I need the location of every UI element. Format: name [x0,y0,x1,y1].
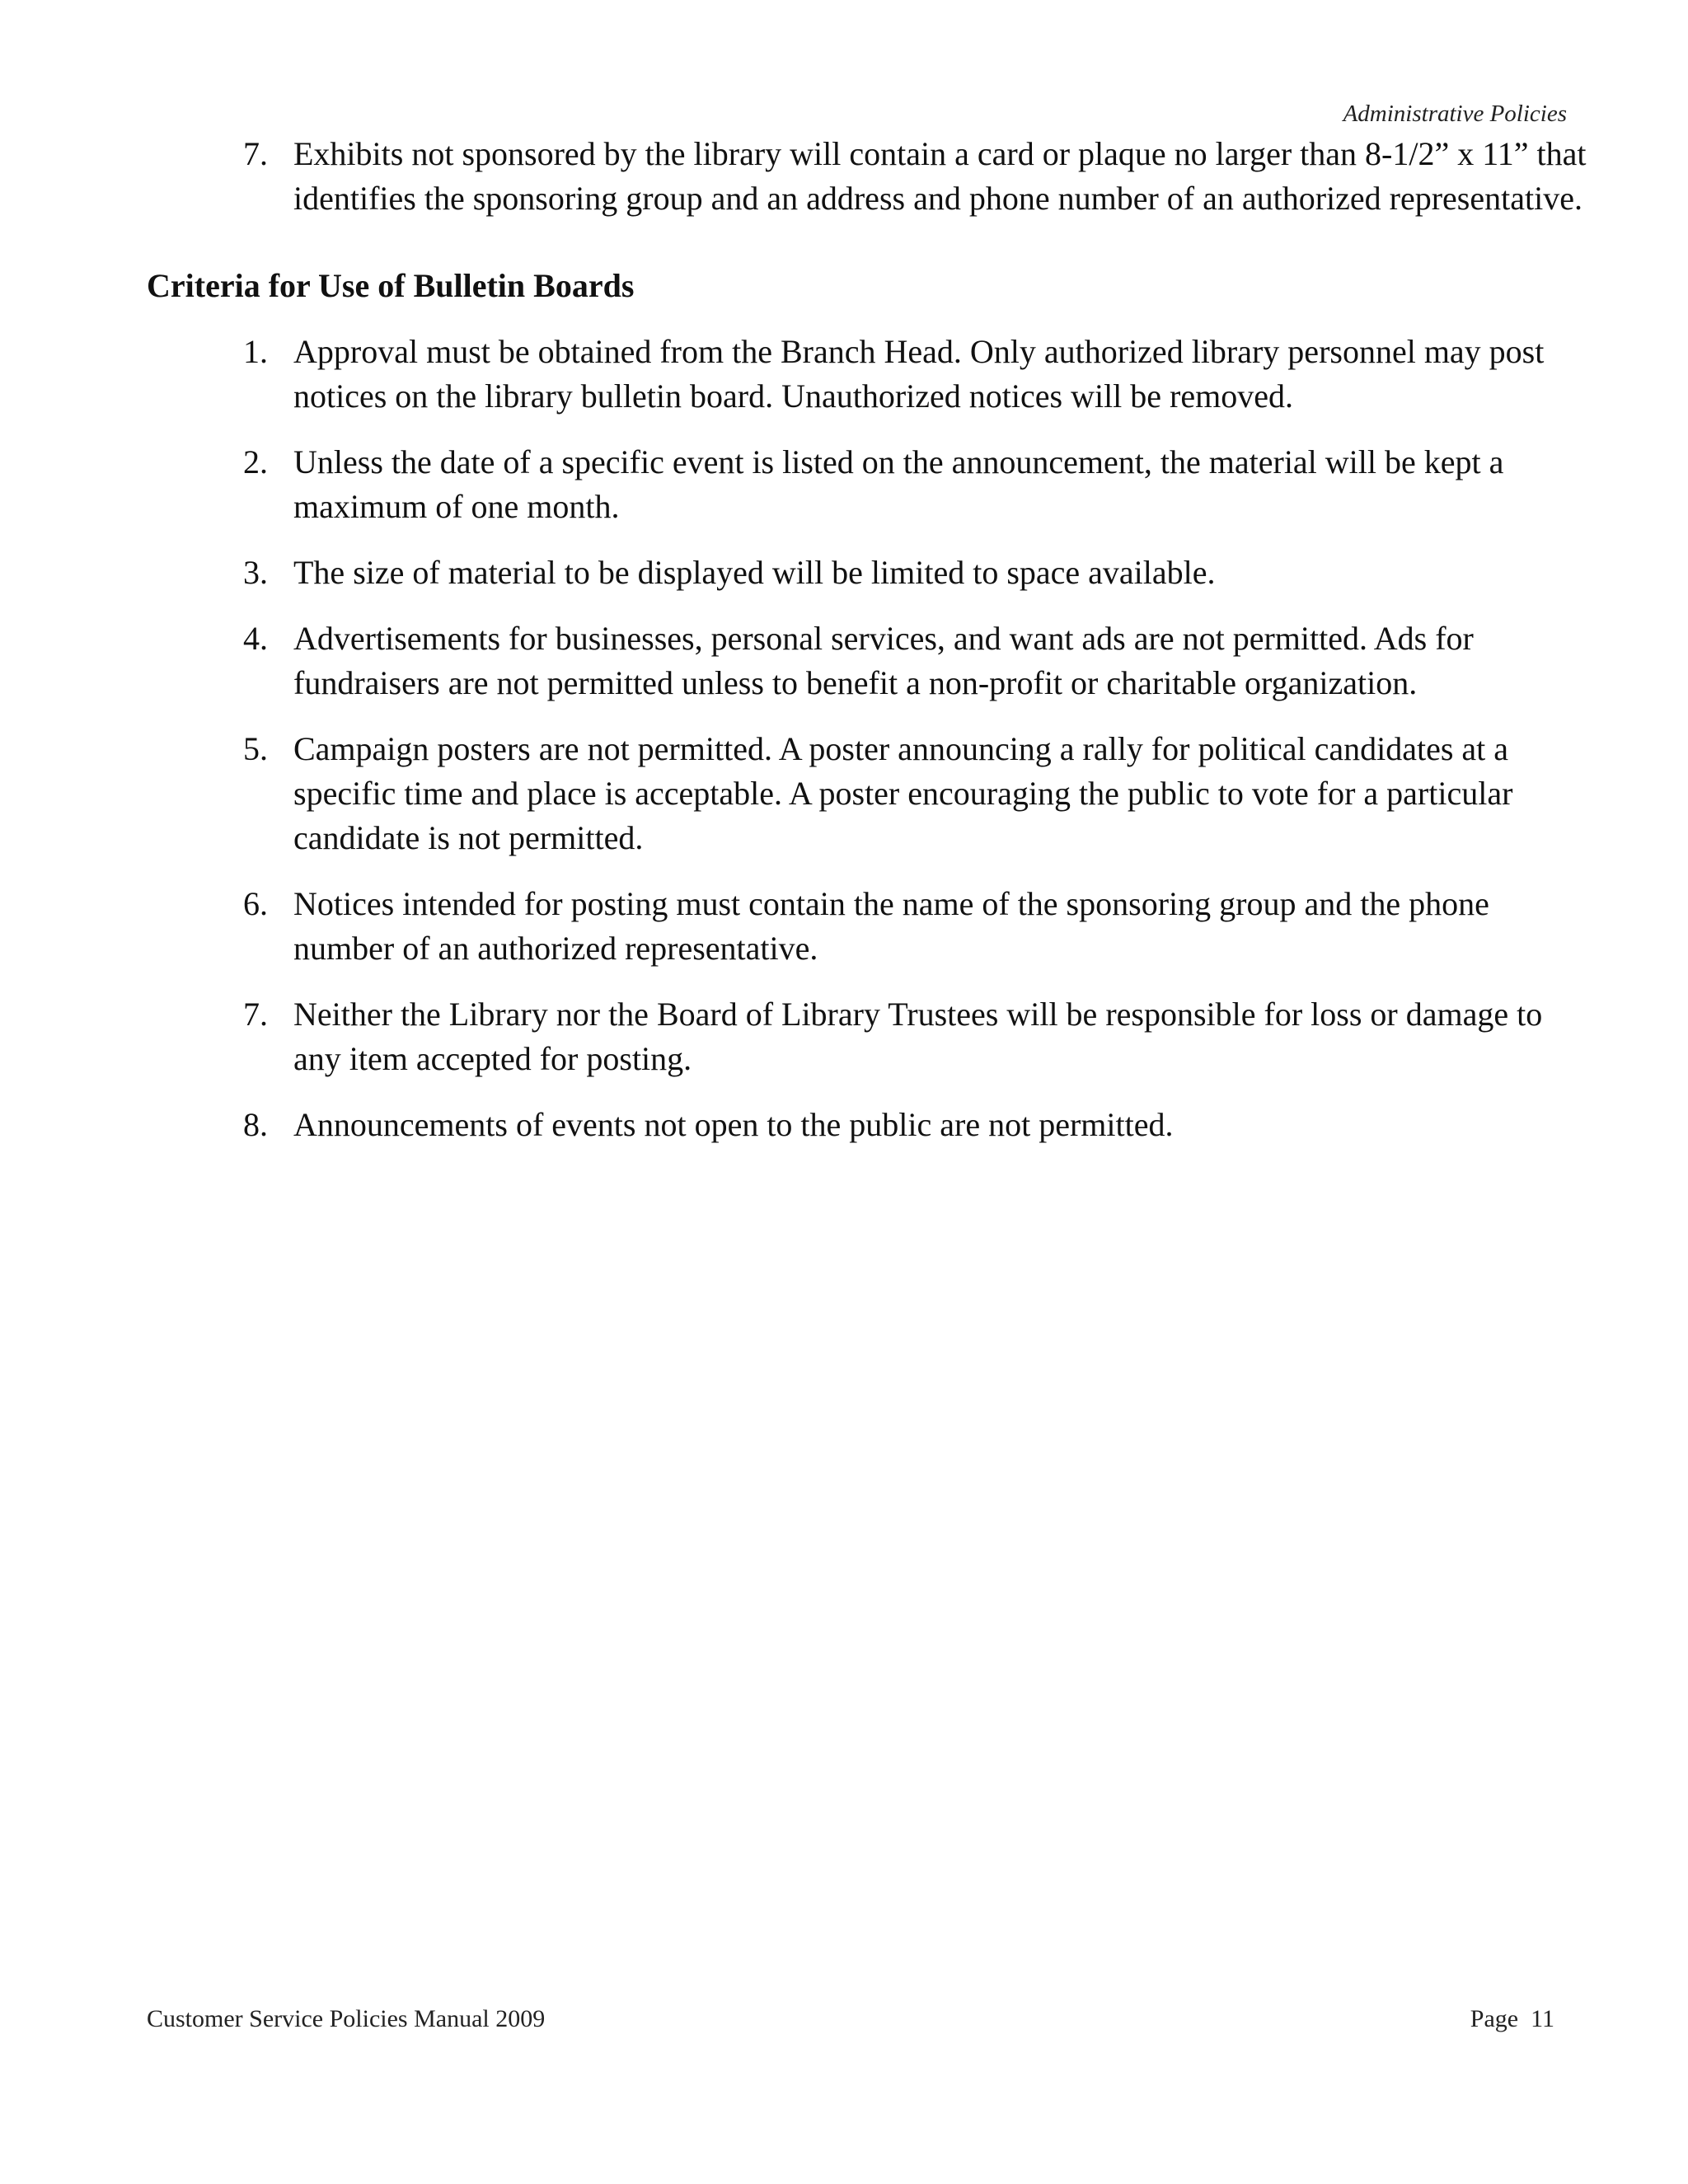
footer-manual-title: Customer Service Policies Manual 2009 [147,2005,546,2032]
list-item-number: 5. [243,730,268,767]
list-item-text: Exhibits not sponsored by the library will contain a card or plaque no larger than 8-1/2” x 11” that identifies the sponsoring group and an address and phone number of an authorized representative. [293,135,1587,217]
running-header: Administrative Policies [1343,101,1567,127]
bulletin-criteria-list [147,330,1597,1147]
list-item [147,882,1597,971]
list-item-text: Campaign posters are not permitted. A poster announcing a rally for political candidates at a specific time and place is acceptable. A poster encouraging the public to vote for a particular candidate is not permitted. [293,730,1513,856]
list-item-text: Neither the Library nor the Board of Library Trustees will be responsible for loss or damage to any item accepted for posting. [293,996,1543,1077]
list-item [147,440,1597,529]
list-item-number: 3. [243,554,268,591]
section-heading: Criteria for Use of Bulletin Boards [147,267,635,304]
list-item-text: Announcements of events not open to the public are not permitted. [293,1106,1174,1143]
document-body [147,132,1597,1169]
footer-page-number: Page 11 [1470,2005,1554,2032]
list-item-text: Notices intended for posting must contain the name of the sponsoring group and the phone number of an authorized representative. [293,885,1489,967]
list-item [147,727,1597,860]
list-item-number: 4. [243,620,268,657]
list-item-text: The size of material to be displayed will be limited to space available. [293,554,1216,591]
list-item-number: 1. [243,333,268,370]
list-item-number: 7. [243,996,268,1033]
list-item-text: Advertisements for businesses, personal services, and want ads are not permitted. Ads for fundraisers are not permitted unless to benefit a non-profit or charitable organization. [293,620,1474,701]
list-item-number: 2. [243,443,268,480]
list-item-text: Unless the date of a specific event is listed on the announcement, the material will be kept a maximum of one month. [293,443,1504,525]
list-item [147,992,1597,1081]
list-item [147,1103,1597,1147]
list-item [147,616,1597,705]
list-item-number: 6. [243,885,268,922]
list-item [147,551,1597,595]
exhibits-list-item-7 [147,132,1597,221]
list-item-text: Approval must be obtained from the Branch Head. Only authorized library personnel may post notices on the library bulletin board. Unauthorized notices will be removed. [293,333,1545,415]
list-item-number: 8. [243,1106,268,1143]
list-item-number: 7. [243,135,268,172]
list-item [147,330,1597,419]
